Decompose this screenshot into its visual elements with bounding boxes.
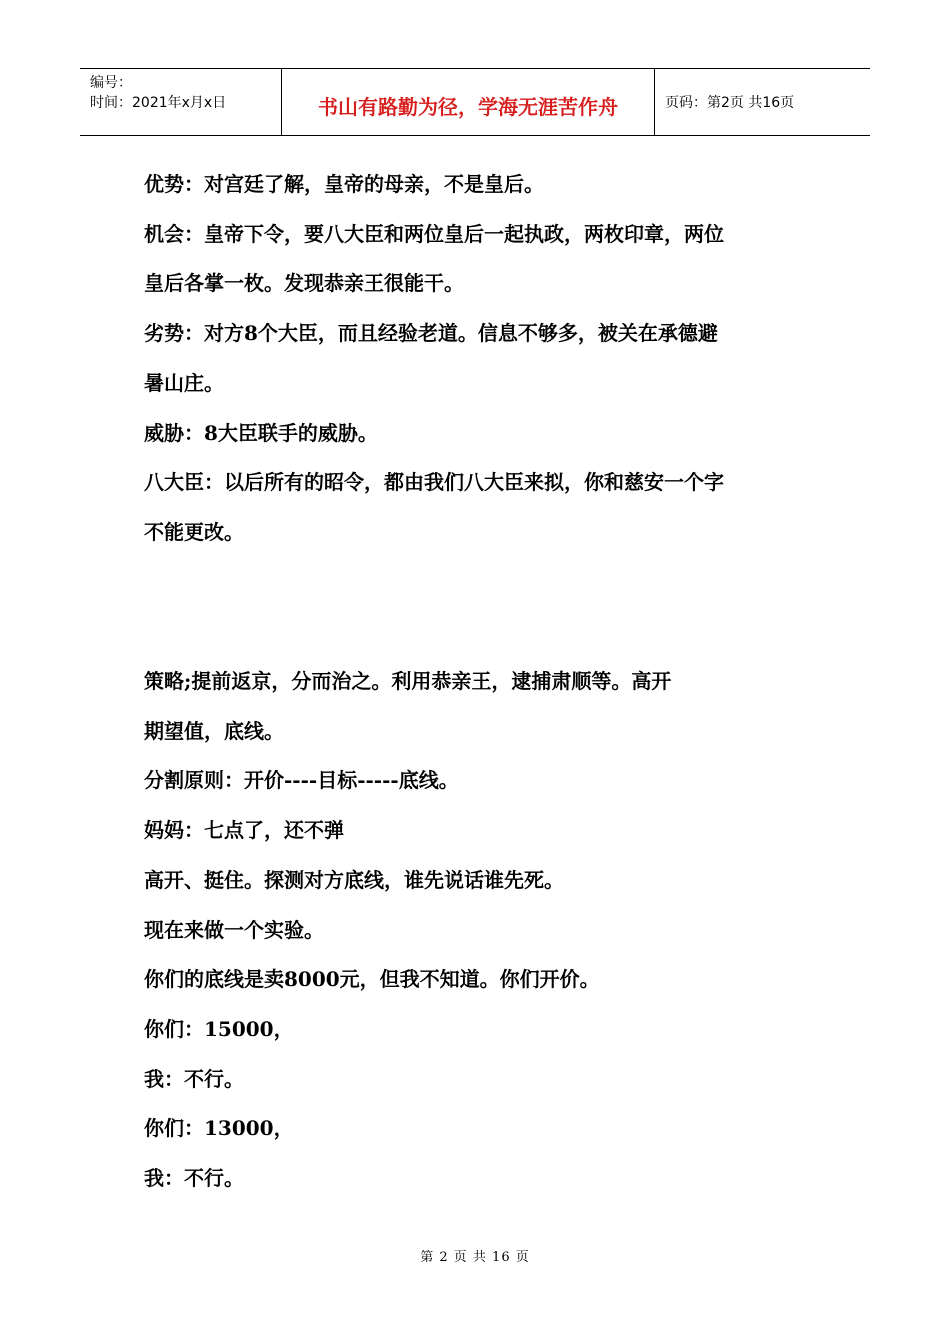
paragraph-line: 机会：皇帝下令，要八大臣和两位皇后一起执政，两枚印章，两位 bbox=[144, 221, 724, 246]
document-date: 时间：2021年x月x日 bbox=[90, 95, 227, 111]
paragraph-line: 你们的底线是卖8000元，但我不知道。你们开价。 bbox=[144, 967, 600, 992]
document-body bbox=[144, 160, 824, 1204]
paragraph-line: 高开、挺住。探测对方底线，谁先说话谁先死。 bbox=[144, 867, 564, 892]
document-number-label: 编号： bbox=[90, 75, 132, 91]
header-page-info: 页码：第2页 共16页 bbox=[665, 95, 795, 111]
paragraph-line: 威胁：8大臣联手的威胁。 bbox=[144, 420, 378, 445]
page-footer: 第 2 页 共 16 页 bbox=[420, 1250, 530, 1265]
section-gap bbox=[144, 558, 824, 657]
paragraph-line: 优势：对宫廷了解，皇帝的母亲，不是皇后。 bbox=[144, 172, 544, 196]
page-header bbox=[80, 68, 870, 136]
paragraph-line: 妈妈：七点了，还不弹 bbox=[144, 818, 344, 843]
header-page-cell bbox=[655, 69, 870, 135]
paragraph-line: 我：不行。 bbox=[144, 1066, 244, 1091]
header-motto-cell bbox=[282, 69, 655, 135]
paragraph-line: 分割原则：开价----目标-----底线。 bbox=[144, 768, 459, 793]
header-motto: 书山有路勤为径，学海无涯苦作舟 bbox=[318, 94, 618, 119]
header-meta-cell bbox=[80, 69, 282, 135]
paragraph-line: 期望值，底线。 bbox=[144, 718, 284, 743]
paragraph-line: 劣势：对方8个大臣，而且经验老道。信息不够多，被关在承德避 bbox=[144, 321, 718, 346]
paragraph-line: 你们：13000， bbox=[144, 1116, 294, 1141]
paragraph-line: 我：不行。 bbox=[144, 1166, 244, 1191]
paragraph-line: 不能更改。 bbox=[144, 519, 244, 544]
paragraph-line: 暑山庄。 bbox=[144, 370, 224, 395]
paragraph-line: 策略;提前返京，分而治之。利用恭亲王，逮捕肃顺等。高开 bbox=[144, 669, 672, 694]
paragraph-line: 现在来做一个实验。 bbox=[144, 917, 324, 942]
paragraph-line: 你们：15000， bbox=[144, 1016, 294, 1041]
paragraph-line: 八大臣：以后所有的昭令，都由我们八大臣来拟，你和慈安一个字 bbox=[144, 470, 724, 495]
paragraph-line: 皇后各掌一枚。发现恭亲王很能干。 bbox=[144, 271, 464, 296]
